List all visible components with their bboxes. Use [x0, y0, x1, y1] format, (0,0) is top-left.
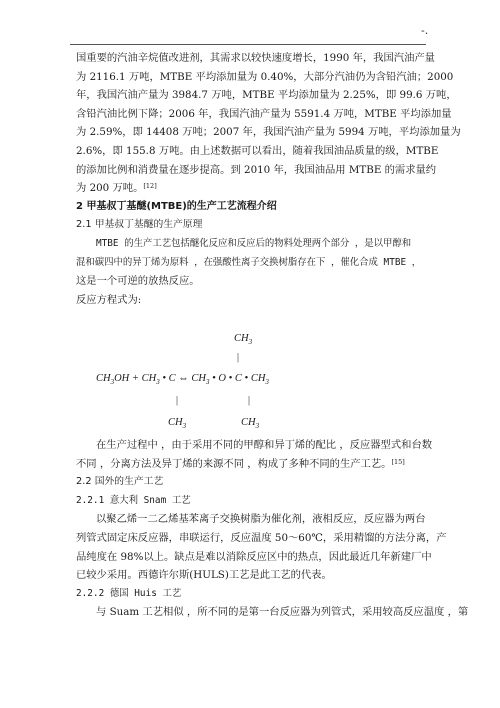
equation-subscript: 3: [156, 378, 160, 387]
equation-subscript: 3: [110, 378, 115, 387]
subsection-heading: 2.1 甲基叔丁基醚的生产原理: [76, 219, 203, 231]
equation-text: CH: [241, 417, 256, 428]
text-line: 品纯度在 98%以上。缺点是难以消除反应区中的热点，因此最近几年新建厂中: [76, 550, 432, 563]
document-body: [76, 49, 461, 309]
text-line: [76, 179, 434, 198]
text-line: 与 Suam 工艺相似 ，所不同的是第一台反应器为列管式，采用较高反应温度 ，第: [96, 606, 469, 619]
equation-subscript: 3: [205, 378, 210, 387]
citation-ref: [12]: [143, 182, 157, 191]
text-line: 列管式固定床反应器，串联运行，反应温度 50～60℃，采用精馏的方法分离，产: [76, 531, 447, 544]
subsection-heading: 2.2.1 意大利 Snam 工艺: [76, 494, 191, 506]
text-line: 国重要的汽油辛烷值改进剂，其需求以较快速度增长，1990 年，我国汽油产量: [76, 52, 435, 64]
document-body-continued: [76, 436, 469, 622]
text-line: 2.6%，即 155.8 万吨。由上述数据可以看出，随着我国油品质量的级，MTBE: [76, 144, 439, 157]
equation-intro: 反应方程式为:: [76, 293, 142, 306]
equation-subscript: 3: [248, 338, 253, 347]
equation-ch3-top: [234, 333, 252, 346]
text-span: 为 200 万吨。: [76, 182, 144, 195]
equation-bond-top: |: [237, 352, 240, 363]
text-line: 已较少采用。西德许尔斯(HULS)工艺是此工艺的代表。: [76, 569, 332, 582]
text-line: 这是一个可逆的放热反应。: [76, 275, 200, 288]
equation-bond-right: |: [248, 395, 251, 406]
text-line: 在生产过程中 ，由于采用不同的甲醇和异丁烯的配比 ，反应器型式和台数: [96, 439, 433, 451]
equation-ch3-left: [168, 417, 186, 430]
equation-text: CH: [96, 373, 111, 384]
text-line: 为 2116.1 万吨，MTBE 平均添加量为 0.40%，大部分汽油仍为含铅汽油；2000: [76, 70, 454, 83]
page-corner-mark: -.: [421, 24, 429, 37]
text-line: MTBE 的生产工艺包括醚化反应和反应后的物料处理两个部分 ，是以甲醇和: [96, 237, 412, 249]
text-line: 年，我国汽油产量为 3984.7 万吨，MTBE 平均添加量为 2.25%，即 99.6 万吨，: [76, 89, 457, 102]
equation-subscript: 3: [182, 422, 187, 431]
text-span: 不同 ，分离方法及异丁烯的来源不同 ，构成了多种不同的生产工艺。: [76, 457, 392, 470]
subsection-heading: 2.2 国外的生产工艺: [76, 476, 164, 488]
equation-ch3-right: [241, 417, 259, 430]
header-rule: [70, 44, 426, 45]
equation-text: • C ⇔ CH: [159, 373, 206, 384]
reaction-equation: [96, 333, 396, 433]
text-line: [76, 455, 434, 474]
text-line: 的添加比例和消费量在逐步提高。到 2010 年，我国油品用 MTBE 的需求量约: [76, 163, 437, 176]
text-line: 含铅汽油比例下降；2006 年，我国汽油产量为 5591.4 万吨，MTBE 平均添加量: [76, 107, 452, 120]
equation-text: • O • C • CH: [209, 373, 266, 384]
equation-text: CH: [168, 417, 183, 428]
equation-bond-left: |: [176, 395, 179, 406]
equation-main-line: [96, 373, 269, 386]
subsection-heading: 2.2.2 德国 Huis 工艺: [76, 587, 182, 599]
equation-subscript: 3: [265, 378, 269, 387]
equation-subscript: 3: [255, 422, 260, 431]
equation-text: CH: [234, 333, 249, 344]
equation-text: OH + CH: [114, 373, 157, 384]
text-line: 为 2.59%，即 14408 万吨；2007 年，我国汽油产量为 5994 万吨，平均添加量为: [76, 126, 461, 139]
section-heading: 2 甲基叔丁基醚(MTBE)的生产工艺流程介绍: [76, 200, 277, 212]
citation-ref: [15]: [391, 457, 405, 466]
text-line: 以聚乙烯一二乙烯基苯离子交换树脂为催化剂，液相反应，反应器为两台: [96, 513, 426, 526]
text-line: 混和碳四中的异丁烯为原料 ，在强酸性离子交换树脂存在下 ，催化合成 MTBE ，: [76, 256, 422, 268]
